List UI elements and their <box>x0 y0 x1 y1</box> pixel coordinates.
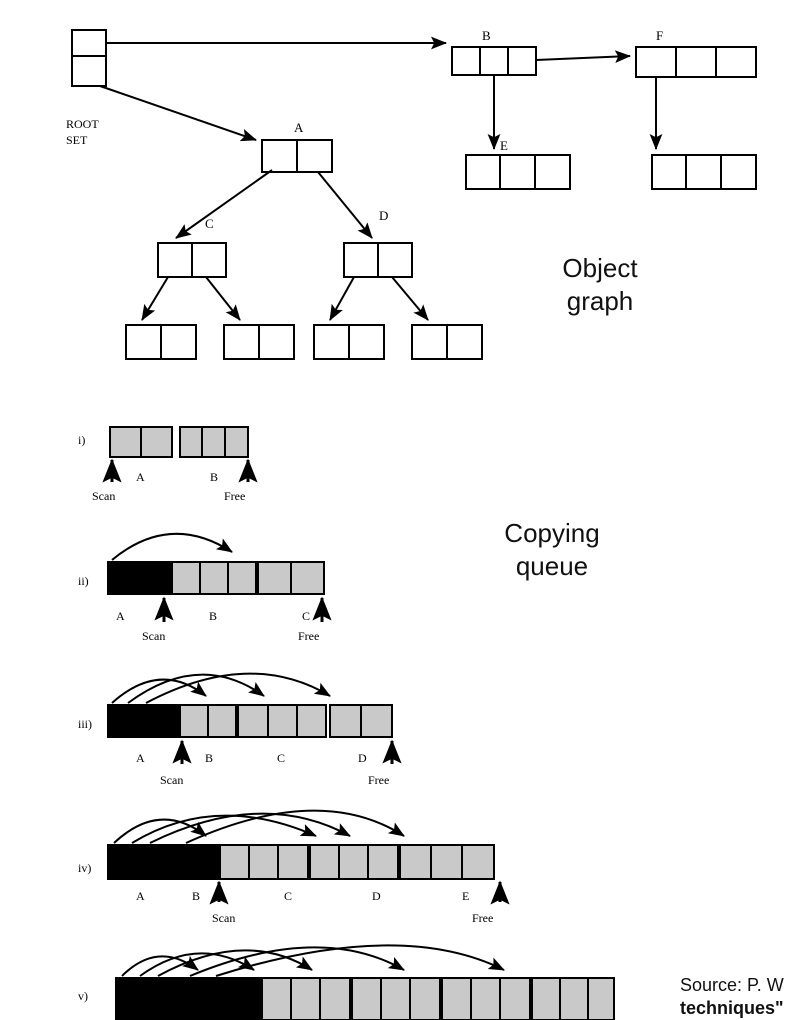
node-f <box>636 47 756 77</box>
caption-copying-queue-line1: Copying <box>504 518 600 548</box>
queue-step-ii <box>78 534 324 643</box>
source-note-line1: Source: P. W <box>680 975 784 995</box>
queue-step-i <box>78 427 248 503</box>
node-label-e: E <box>500 138 509 153</box>
free-label-i: Free <box>224 489 246 503</box>
step-index-iv: iv) <box>78 861 92 875</box>
forward-arrow-v-1 <box>122 956 198 976</box>
edge-d-to-child2 <box>392 277 428 320</box>
free-label-iii: Free <box>368 773 390 787</box>
node-root-set <box>72 30 106 86</box>
caption-object-graph-line2: graph <box>566 285 634 316</box>
root-set-label-line2: SET <box>66 133 88 147</box>
source-note-line2: techniques" <box>680 998 784 1019</box>
edge-c-to-child2 <box>206 277 240 320</box>
forward-arrow-ii-1 <box>112 534 232 560</box>
free-label-iv: Free <box>472 911 494 925</box>
node-label-d: D <box>379 208 389 223</box>
caption-copying-queue-line2: queue <box>515 550 589 581</box>
block-label-iii-a: A <box>136 751 145 765</box>
block-label-ii-b: B <box>209 609 218 623</box>
step-index-ii: ii) <box>78 574 89 588</box>
scan-label-i: Scan <box>92 489 116 503</box>
block-label-iii-d: D <box>358 751 367 765</box>
block-label-i-a: A <box>136 470 145 484</box>
edge-a-to-d <box>318 172 372 238</box>
node-c-child-1 <box>126 325 196 359</box>
forward-arrow-v-5 <box>216 945 504 976</box>
block-label-iv-d: D <box>372 889 381 903</box>
block-label-iv-c: C <box>284 889 293 903</box>
block-label-iv-a: A <box>136 889 145 903</box>
step-index-i: i) <box>78 433 86 447</box>
queue-step-iv <box>78 811 500 925</box>
block-label-ii-a: A <box>116 609 125 623</box>
block-label-iii-b: B <box>205 751 214 765</box>
block-label-iv-b: B <box>192 889 201 903</box>
node-d <box>344 243 412 277</box>
caption-object-graph-line1: Object <box>562 253 638 283</box>
node-f-child <box>652 155 756 189</box>
queue-step-iii <box>78 674 392 787</box>
caption-copying-queue <box>452 517 652 582</box>
queue-step-v <box>78 945 614 1020</box>
node-c-child-2 <box>224 325 294 359</box>
forward-arrow-iii-3 <box>146 674 330 703</box>
scan-label-iii: Scan <box>160 773 184 787</box>
block-label-iii-c: C <box>277 751 286 765</box>
root-set-label-line1: ROOT <box>66 117 99 131</box>
node-label-f: F <box>656 28 664 43</box>
edge-b-to-f <box>536 56 630 60</box>
scan-label-iv: Scan <box>212 911 236 925</box>
node-label-b: B <box>482 28 491 43</box>
node-d-child-1 <box>314 325 384 359</box>
forward-arrow-v-3 <box>158 950 312 976</box>
block-label-i-b: B <box>210 470 219 484</box>
node-d-child-2 <box>412 325 482 359</box>
edge-a-to-c <box>176 170 272 238</box>
step-index-iii: iii) <box>78 717 92 731</box>
node-label-c: C <box>205 216 214 231</box>
edge-root-to-a <box>100 86 256 140</box>
edge-c-to-child1 <box>142 277 168 320</box>
caption-object-graph <box>500 252 700 317</box>
edge-d-to-child1 <box>330 277 354 320</box>
node-label-a: A <box>294 120 304 135</box>
node-e <box>466 155 570 189</box>
node-a <box>262 140 332 172</box>
node-c <box>158 243 226 277</box>
free-label-ii: Free <box>298 629 320 643</box>
node-b <box>452 47 536 75</box>
block-label-ii-c: C <box>302 609 311 623</box>
block-label-iv-e: E <box>462 889 470 903</box>
step-index-v: v) <box>78 989 88 1003</box>
scan-label-ii: Scan <box>142 629 166 643</box>
